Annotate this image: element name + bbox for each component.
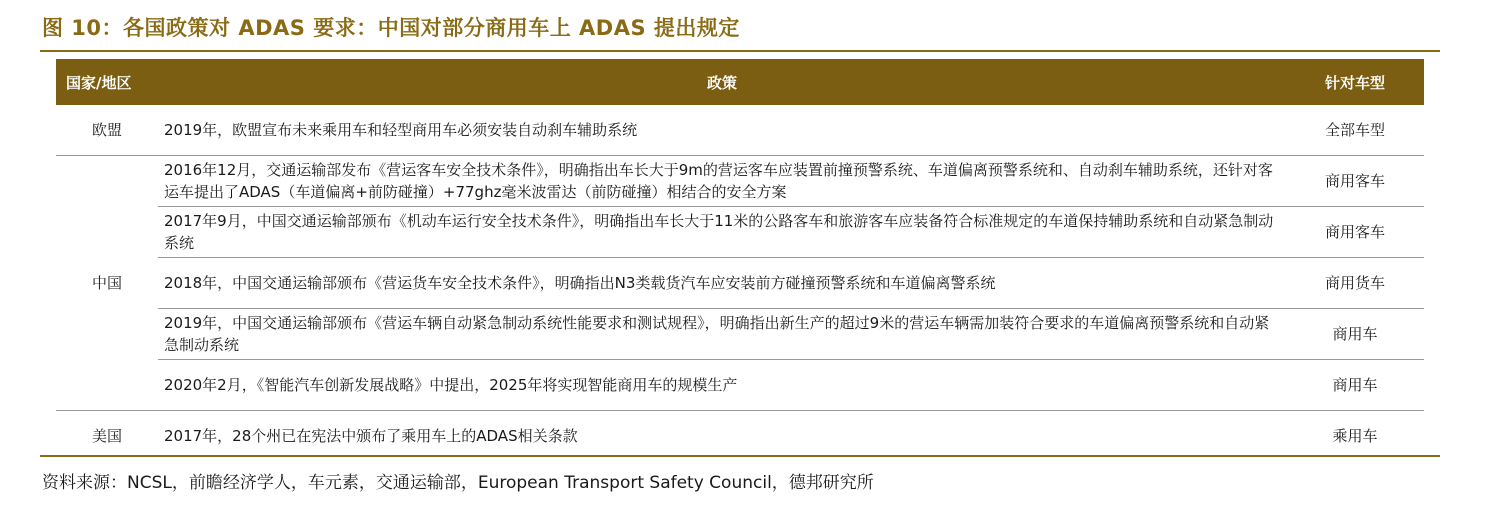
region-cell: 欧盟: [56, 105, 158, 156]
region-cell: 中国: [56, 156, 158, 411]
table-header-row: [56, 59, 1424, 105]
vehicle-type-cell: 商用货车: [1286, 258, 1424, 309]
policy-cell: 2017年，28个州已在宪法中颁布了乘用车上的ADAS相关条款: [164, 427, 578, 445]
policy-cell: 2017年9月，中国交通运输部颁布《机动车运行安全技术条件》，明确指出车长大于11米的公路客车和旅游客车应装备符合标准规定的车道保持辅助系统和自动紧急制动系统: [158, 207, 1286, 258]
vehicle-type-cell: 商用客车: [1286, 207, 1424, 258]
vehicle-type-cell: 商用车: [1286, 309, 1424, 360]
vehicle-type-cell: 乘用车: [1332, 427, 1378, 445]
table-row: [56, 411, 1424, 462]
policy-table-container: [56, 59, 1424, 461]
vehicle-type-cell: 全部车型: [1286, 105, 1424, 156]
region-cell: 美国: [91, 427, 122, 445]
policy-table: [56, 59, 1424, 461]
header-region: 国家/地区: [56, 59, 158, 105]
table-row: [56, 360, 1424, 411]
table-row: [56, 207, 1424, 258]
source-note: 资料来源：NCSL，前瞻经济学人，车元素，交通运输部，European Transport Safety Council，德邦研究所: [42, 473, 874, 493]
table-row: [56, 105, 1424, 156]
header-vehicle-type: 针对车型: [1286, 59, 1424, 105]
table-row: [56, 156, 1424, 207]
vehicle-type-cell: 商用车: [1286, 360, 1424, 411]
policy-cell: 2019年，中国交通运输部颁布《营运车辆自动紧急制动系统性能要求和测试规程》，明确指出新生产的超过9米的营运车辆需加装符合要求的车道偏离预警系统和自动紧急制动系统: [158, 309, 1286, 360]
policy-cell: 2020年2月，《智能汽车创新发展战略》中提出，2025年将实现智能商用车的规模生产: [158, 360, 1286, 411]
vehicle-type-cell: 商用客车: [1286, 156, 1424, 207]
table-row: [56, 258, 1424, 309]
figure-title: 图 10：各国政策对 ADAS 要求：中国对部分商用车上 ADAS 提出规定: [42, 16, 740, 40]
header-policy: 政策: [158, 59, 1286, 105]
policy-cell: 2016年12月，交通运输部发布《营运客车安全技术条件》，明确指出车长大于9m的营运客车应装置前撞预警系统、车道偏离预警系统和、自动刹车辅助系统，还针对客运车提出了ADAS（车道偏离+前防碰撞）+77ghz毫米波雷达（前防碰撞）相结合的安全方案: [158, 156, 1286, 207]
bottom-divider: [40, 455, 1440, 457]
table-row: [56, 309, 1424, 360]
title-divider: [40, 50, 1440, 52]
policy-cell: 2019年，欧盟宣布未来乘用车和轻型商用车必须安装自动刹车辅助系统: [158, 105, 1286, 156]
policy-cell: 2018年，中国交通运输部颁布《营运货车安全技术条件》，明确指出N3类载货汽车应安装前方碰撞预警系统和车道偏离警系统: [158, 258, 1286, 309]
